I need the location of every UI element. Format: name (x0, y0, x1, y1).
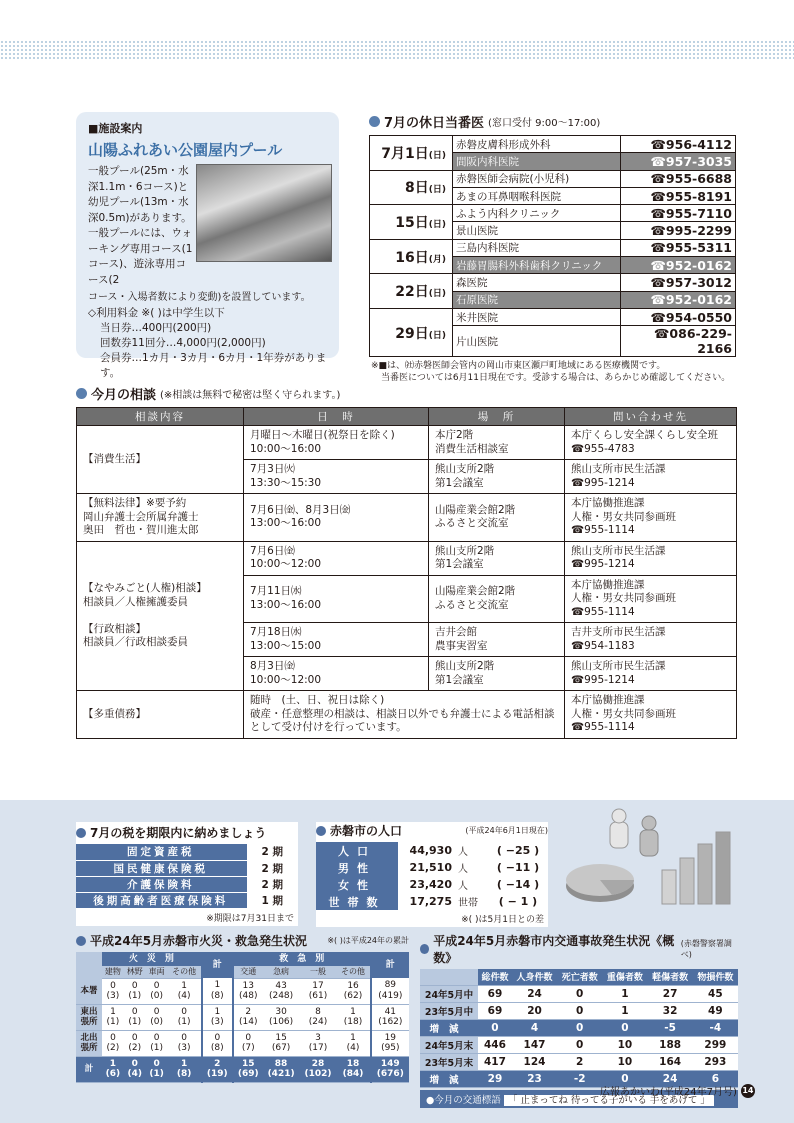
fire-cell: 0 (1) (124, 1004, 146, 1030)
traffic-cell: -5 (648, 1019, 693, 1036)
facility-info-box (76, 112, 339, 379)
traffic-cell: 49 (693, 1002, 738, 1019)
fire-cell: 1 (18) (336, 1004, 370, 1030)
consult-time: 7月6日㈮ 10:00〜12:00 (244, 541, 429, 575)
column-header: 場 所 (429, 408, 565, 426)
fee-heading: ◇利用料金 ※( )は中学生以下 (88, 307, 225, 319)
population-value: 23,420 (409, 878, 452, 891)
tax-name: 固定資産税 (76, 844, 246, 860)
fire-cell: 3 (17) (300, 1030, 337, 1056)
sub-header: 交通 (233, 966, 263, 978)
fire-cell: 43 (248) (263, 978, 300, 1004)
fire-cell: 0 (8) (202, 1030, 233, 1056)
traffic-cell: 69 (478, 985, 512, 1002)
tax-row (76, 860, 298, 876)
traffic-cell: 0 (602, 1070, 647, 1087)
population-box (316, 822, 548, 927)
fire-cell: 0 (3) (102, 978, 124, 1004)
traffic-cell: 20 (512, 1002, 557, 1019)
tax-term: 2 期 (246, 876, 298, 892)
traffic-cell: 10 (602, 1053, 647, 1070)
fire-cell: 0 (1) (146, 1030, 168, 1056)
clinic-name: 森医院 (453, 274, 621, 291)
bullet-icon (420, 944, 429, 954)
traffic-cell: -2 (557, 1070, 602, 1087)
population-row (316, 859, 548, 876)
clinic-name: 間阪内科医院 (453, 153, 621, 170)
column-header: 人身件数 (512, 969, 557, 985)
traffic-accident-table (420, 969, 738, 1088)
consultation-section (76, 384, 737, 739)
date-text: 8日 (405, 180, 429, 197)
station-label: 東出 張所 (76, 1004, 102, 1030)
traffic-cell: 29 (478, 1070, 512, 1087)
traffic-cell: 24 (648, 1070, 693, 1087)
period-label: 増減 (420, 1019, 478, 1036)
column-header: 重傷者数 (602, 969, 647, 985)
traffic-source: (赤磐警察署調べ) (680, 939, 732, 959)
traffic-cell: -4 (693, 1019, 738, 1036)
consult-contact: 熊山支所市民生活課 ☎995-1214 (565, 460, 737, 494)
page-footer (600, 1083, 755, 1098)
fire-emergency-table (76, 952, 409, 1083)
consult-row (77, 426, 737, 460)
period-label: 23年5月中 (420, 1002, 478, 1019)
population-change: ( − 1 ) (498, 895, 538, 908)
traffic-cell: 0 (478, 1019, 512, 1036)
holiday-date (370, 205, 453, 240)
day-of-week: (月) (428, 254, 446, 265)
publication-name: 広報あかいわ(平成24年7月号) (600, 1087, 737, 1098)
fire-cell: 0 (4) (124, 1056, 146, 1082)
holiday-footnote: ※■は、㈳赤磐医師会管内の岡山市東区瀬戸町地域にある医療機関です。 (371, 361, 666, 372)
fee-line: 当日券…400円(200円) (100, 322, 212, 334)
tax-name: 介護保険料 (76, 876, 246, 892)
fire-cell: 1 (8) (202, 978, 233, 1004)
tax-name: 国民健康保険税 (76, 860, 246, 876)
clinic-name: 赤磐皮膚科形成外科 (453, 136, 621, 153)
consult-place: 熊山支所2階 第1会議室 (429, 657, 565, 691)
traffic-cell: 6 (693, 1070, 738, 1087)
traffic-cell: 27 (648, 985, 693, 1002)
holiday-date (370, 170, 453, 205)
traffic-cell: 299 (693, 1036, 738, 1053)
consult-time: 7月18日㈬ 13:00〜15:00 (244, 623, 429, 657)
clinic-phone: ☎957-3035 (621, 153, 736, 170)
day-of-week: (日) (428, 185, 446, 196)
fire-row (76, 1004, 409, 1030)
clinic-name: 岩藤胃腸科外科歯科クリニック (453, 257, 621, 274)
clinic-phone: ☎952-0162 (621, 291, 736, 308)
traffic-row (420, 985, 738, 1002)
population-table (316, 842, 548, 910)
sub-header: その他 (336, 966, 370, 978)
tax-table (76, 844, 298, 909)
consult-place: 本庁2階 消費生活相談室 (429, 426, 565, 460)
holiday-hours-note: (窓口受付 9:00〜17:00) (488, 118, 601, 129)
traffic-cell: 0 (557, 985, 602, 1002)
consult-time: 8月3日㈮ 10:00〜12:00 (244, 657, 429, 691)
traffic-row (420, 1002, 738, 1019)
traffic-cell: 2 (557, 1053, 602, 1070)
population-change: ( −25 ) (496, 844, 540, 857)
traffic-cell: 293 (693, 1053, 738, 1070)
tax-row (76, 876, 298, 892)
consult-title: 今月の相談 (91, 388, 157, 403)
sub-header: 急病 (263, 966, 300, 978)
fire-cell: 89 (419) (371, 978, 409, 1004)
period-label: 増減 (420, 1070, 478, 1087)
consult-time: 7月6日㈮、8月3日㈮ 13:00〜16:00 (244, 494, 429, 542)
tax-deadline-note: ※期限は7月31日まで (206, 913, 294, 924)
consult-time: 随時 (土、日、祝日は除く) 破産・任意整理の相談は、相談日以外でも弁護士による電話相談として受け付けを行っています。 (244, 691, 565, 739)
population-unit: 人 (458, 847, 468, 858)
consult-contact: 本庁協働推進課 人権・男女共同参画班 ☎955-1114 (565, 691, 737, 739)
holiday-row (370, 205, 736, 222)
population-label: 人口 (316, 842, 398, 859)
population-change: ( −11 ) (496, 861, 540, 874)
consultation-table (76, 407, 737, 739)
facility-description: 一般プール(25m・水深1.1m・6コース)と幼児プール(13m・水深0.5m)があります。一般プールには、ウォーキング専用コース(1コース)、遊泳専用コース(2 (88, 165, 193, 286)
traffic-cell: 24 (512, 985, 557, 1002)
people-and-chart-illustration (562, 808, 737, 918)
traffic-cell: 188 (648, 1036, 693, 1053)
population-value: 21,510 (409, 861, 452, 874)
traffic-cell: 23 (512, 1070, 557, 1087)
fire-emergency-box (76, 932, 409, 1083)
fire-cell: 149 (676) (371, 1056, 409, 1082)
group-header: 計 (371, 952, 409, 978)
column-header: 日 時 (244, 408, 429, 426)
fire-cell: 0 (1) (168, 1004, 202, 1030)
traffic-cell: 0 (602, 1019, 647, 1036)
period-label: 24年5月末 (420, 1036, 478, 1053)
fire-cell: 1 (1) (102, 1004, 124, 1030)
traffic-cell: 69 (478, 1002, 512, 1019)
consult-time: 月曜日〜木曜日(祝祭日を除く) 10:00〜16:00 (244, 426, 429, 460)
population-note: ※( )は5月1日との差 (461, 915, 544, 925)
population-unit: 人 (458, 864, 468, 875)
facility-description-tail: コース・入場者数により変動)を設置しています。 (88, 292, 311, 303)
consult-contact: 本庁協働推進課 人権・男女共同参画班 ☎955-1114 (565, 494, 737, 542)
fire-cell: 19 (95) (371, 1030, 409, 1056)
fire-cell: 2 (14) (233, 1004, 263, 1030)
holiday-row (370, 274, 736, 291)
day-of-week: (日) (428, 330, 446, 341)
clinic-name: 石原医院 (453, 291, 621, 308)
fire-cell: 8 (24) (300, 1004, 337, 1030)
consult-row (77, 691, 737, 739)
fire-cell: 1 (8) (168, 1056, 202, 1082)
station-label: 北出 張所 (76, 1030, 102, 1056)
facility-title: 山陽ふれあい公園屋内プール (88, 141, 283, 159)
consult-place: 熊山支所2階 第1会議室 (429, 541, 565, 575)
traffic-cell: 164 (648, 1053, 693, 1070)
fire-cell: 1 (4) (336, 1030, 370, 1056)
clinic-name: 三島内科医院 (453, 239, 621, 256)
fire-cell: 17 (61) (300, 978, 337, 1004)
population-label: 女性 (316, 876, 398, 893)
traffic-cell: 0 (557, 1036, 602, 1053)
holiday-row (370, 308, 736, 325)
traffic-cell: 124 (512, 1053, 557, 1070)
population-label: 世帯数 (316, 893, 398, 910)
fire-cell: 0 (0) (146, 978, 168, 1004)
date-text: 22日 (395, 284, 429, 301)
fire-cell: 1 (6) (102, 1056, 124, 1082)
slogan-text: 「 止まってね 待ってる子がいる 手をあげて 」 (504, 1095, 714, 1106)
facility-label: ■施設案内 (88, 122, 143, 135)
consult-note: (※相談は無料で秘密は堅く守られます。) (160, 390, 341, 401)
fire-title: 平成24年5月赤磐市火災・救急発生状況 (90, 934, 308, 948)
column-header: 問い合わせ先 (565, 408, 737, 426)
traffic-cell: 10 (602, 1036, 647, 1053)
top-decorative-band (0, 40, 794, 60)
date-text: 29日 (395, 325, 429, 342)
holiday-footnote: 当番医については6月11日現在です。受診する場合は、あらかじめ確認してください。 (381, 373, 731, 384)
consult-place: 山陽産業会館2階 ふるさと交流室 (429, 575, 565, 623)
consult-type: 【消費生活】 (77, 426, 244, 494)
holiday-date (370, 136, 453, 171)
holiday-date (370, 308, 453, 356)
tax-row (76, 892, 298, 908)
bullet-icon (76, 388, 87, 399)
tax-term: 1 期 (246, 892, 298, 908)
traffic-cell: 417 (478, 1053, 512, 1070)
fire-cell: 1 (4) (168, 978, 202, 1004)
traffic-cell: 446 (478, 1036, 512, 1053)
holiday-row (370, 170, 736, 187)
sub-header: その他 (168, 966, 202, 978)
column-header: 総件数 (478, 969, 512, 985)
consult-place: 吉井会館 農事実習室 (429, 623, 565, 657)
clinic-phone: ☎955-5311 (621, 239, 736, 256)
traffic-cell: 4 (512, 1019, 557, 1036)
population-value: 17,275 (409, 895, 452, 908)
fire-cell: 15 (69) (233, 1056, 263, 1082)
population-title: 赤磐市の人口 (330, 824, 403, 838)
population-unit: 人 (458, 881, 468, 892)
holiday-date (370, 239, 453, 274)
fire-cell: 88 (421) (263, 1056, 300, 1082)
population-row (316, 842, 548, 859)
holiday-row (370, 136, 736, 153)
station-label: 本署 (76, 978, 102, 1004)
clinic-phone: ☎955-7110 (621, 205, 736, 222)
population-unit: 世帯 (458, 898, 478, 909)
bullet-icon (76, 828, 86, 838)
clinic-phone: ☎955-6688 (621, 170, 736, 187)
consult-contact: 本庁協働推進課 人権・男女共同参画班 ☎955-1114 (565, 575, 737, 623)
fire-cell: 30 (106) (263, 1004, 300, 1030)
clinic-phone: ☎954-0550 (621, 308, 736, 325)
fee-line: 回数券11回分…4,000円(2,000円) (100, 337, 266, 349)
page-number: 14 (741, 1084, 755, 1098)
fire-note: ※( )は平成24年の累計 (327, 936, 409, 945)
clinic-phone: ☎956-4112 (621, 136, 736, 153)
clinic-name: ふよう内科クリニック (453, 205, 621, 222)
fire-cell: 15 (67) (263, 1030, 300, 1056)
slogan-label: ●今月の交通標語 (426, 1094, 501, 1106)
column-header: 相談内容 (77, 408, 244, 426)
tax-box (76, 822, 298, 926)
traffic-title: 平成24年5月赤磐市内交通事故発生状況《概数》 (433, 934, 675, 965)
clinic-phone: ☎995-2299 (621, 222, 736, 239)
fire-cell: 0 (3) (168, 1030, 202, 1056)
traffic-cell: 0 (557, 1002, 602, 1019)
clinic-phone: ☎957-3012 (621, 274, 736, 291)
sub-header: 車両 (146, 966, 168, 978)
holiday-date (370, 274, 453, 309)
traffic-cell: 147 (512, 1036, 557, 1053)
fire-cell: 0 (2) (102, 1030, 124, 1056)
date-text: 15日 (395, 214, 429, 231)
fire-cell: 0 (0) (146, 1004, 168, 1030)
fire-cell: 41 (162) (371, 1004, 409, 1030)
sub-header: 林野 (124, 966, 146, 978)
consult-place: 熊山支所2階 第1会議室 (429, 460, 565, 494)
consult-place: 山陽産業会館2階 ふるさと交流室 (429, 494, 565, 542)
tax-title: 7月の税を期限内に納めましょう (90, 826, 267, 840)
bullet-icon (76, 936, 86, 946)
tax-term: 2 期 (246, 860, 298, 876)
clinic-phone: ☎955-8191 (621, 187, 736, 204)
group-header: 救 急 別 (233, 952, 371, 966)
fire-cell: 2 (19) (202, 1056, 233, 1082)
traffic-row (420, 1036, 738, 1053)
group-header: 計 (202, 952, 233, 978)
consult-row (77, 541, 737, 575)
fire-row (76, 978, 409, 1004)
day-of-week: (日) (428, 150, 446, 161)
consult-type: 【無料法律】※要予約 岡山弁護士会所属弁護士 奥田 哲也・賀川進太郎 (77, 494, 244, 542)
clinic-name: 景山医院 (453, 222, 621, 239)
clinic-phone: ☎952-0162 (621, 257, 736, 274)
clinic-name: 赤磐医師会病院(小児科) (453, 170, 621, 187)
date-text: 16日 (395, 249, 429, 266)
fire-cell: 0 (2) (124, 1030, 146, 1056)
holiday-row (370, 239, 736, 256)
sub-header: 建物 (102, 966, 124, 978)
tax-term: 2 期 (246, 844, 298, 860)
bullet-icon (369, 116, 380, 127)
station-label: 計 (76, 1056, 102, 1082)
traffic-cell: 32 (648, 1002, 693, 1019)
fire-cell: 13 (48) (233, 978, 263, 1004)
population-row (316, 893, 548, 910)
fire-row (76, 1056, 409, 1082)
traffic-cell: 45 (693, 985, 738, 1002)
date-text: 7月1日 (381, 145, 429, 162)
fire-cell: 18 (84) (336, 1056, 370, 1082)
fire-cell: 28 (102) (300, 1056, 337, 1082)
consult-type: 【多重債務】 (77, 691, 244, 739)
day-of-week: (日) (428, 219, 446, 230)
clinic-name: 片山医院 (453, 326, 621, 357)
consult-time: 7月11日㈬ 13:00〜16:00 (244, 575, 429, 623)
traffic-cell: 1 (602, 985, 647, 1002)
column-header: 軽傷者数 (648, 969, 693, 985)
fire-cell: 0 (7) (233, 1030, 263, 1056)
clinic-name: 米井医院 (453, 308, 621, 325)
fee-line: 会員券…1カ月・3カ月・6カ月・1年券があります。 (100, 352, 327, 379)
fire-cell: 0 (1) (146, 1056, 168, 1082)
population-value: 44,930 (409, 844, 452, 857)
traffic-row (420, 1053, 738, 1070)
clinic-phone: ☎086-229-2166 (621, 326, 736, 357)
consult-time: 7月3日㈫ 13:30〜15:30 (244, 460, 429, 494)
traffic-accident-box (420, 932, 738, 1108)
fire-cell: 1 (3) (202, 1004, 233, 1030)
sub-header: 一般 (300, 966, 337, 978)
population-asof: (平成24年6月1日現在) (465, 826, 548, 835)
holiday-doctors-section (369, 112, 736, 384)
fire-cell: 0 (1) (124, 978, 146, 1004)
consult-type: 【なやみごと(人権)相談】 相談員／人権擁護委員 【行政相談】 相談員／行政相談委員 (77, 541, 244, 691)
consult-contact: 熊山支所市民生活課 ☎995-1214 (565, 657, 737, 691)
consult-contact: 吉井支所市民生活課 ☎954-1183 (565, 623, 737, 657)
bullet-icon (316, 826, 326, 836)
population-label: 男性 (316, 859, 398, 876)
pool-photo (196, 164, 332, 262)
tax-name: 後期高齢者医療保険料 (76, 892, 246, 908)
fire-cell: 16 (62) (336, 978, 370, 1004)
fire-row (76, 1030, 409, 1056)
traffic-cell: 1 (602, 1002, 647, 1019)
consult-row (77, 494, 737, 542)
day-of-week: (日) (428, 289, 446, 300)
population-row (316, 876, 548, 893)
consult-contact: 本庁くらし安全課くらし安全班 ☎955-4783 (565, 426, 737, 460)
holiday-title: 7月の休日当番医 (384, 116, 485, 131)
clinic-name: あまの耳鼻咽喉科医院 (453, 187, 621, 204)
column-header: 死亡者数 (557, 969, 602, 985)
traffic-row (420, 1019, 738, 1036)
tax-row (76, 844, 298, 860)
period-label: 24年5月中 (420, 985, 478, 1002)
holiday-doctors-table (369, 135, 736, 357)
consult-contact: 熊山支所市民生活課 ☎995-1214 (565, 541, 737, 575)
traffic-cell: 0 (557, 1019, 602, 1036)
group-header: 火 災 別 (102, 952, 202, 966)
column-header: 物損件数 (693, 969, 738, 985)
period-label: 23年5月末 (420, 1053, 478, 1070)
population-change: ( −14 ) (496, 878, 540, 891)
